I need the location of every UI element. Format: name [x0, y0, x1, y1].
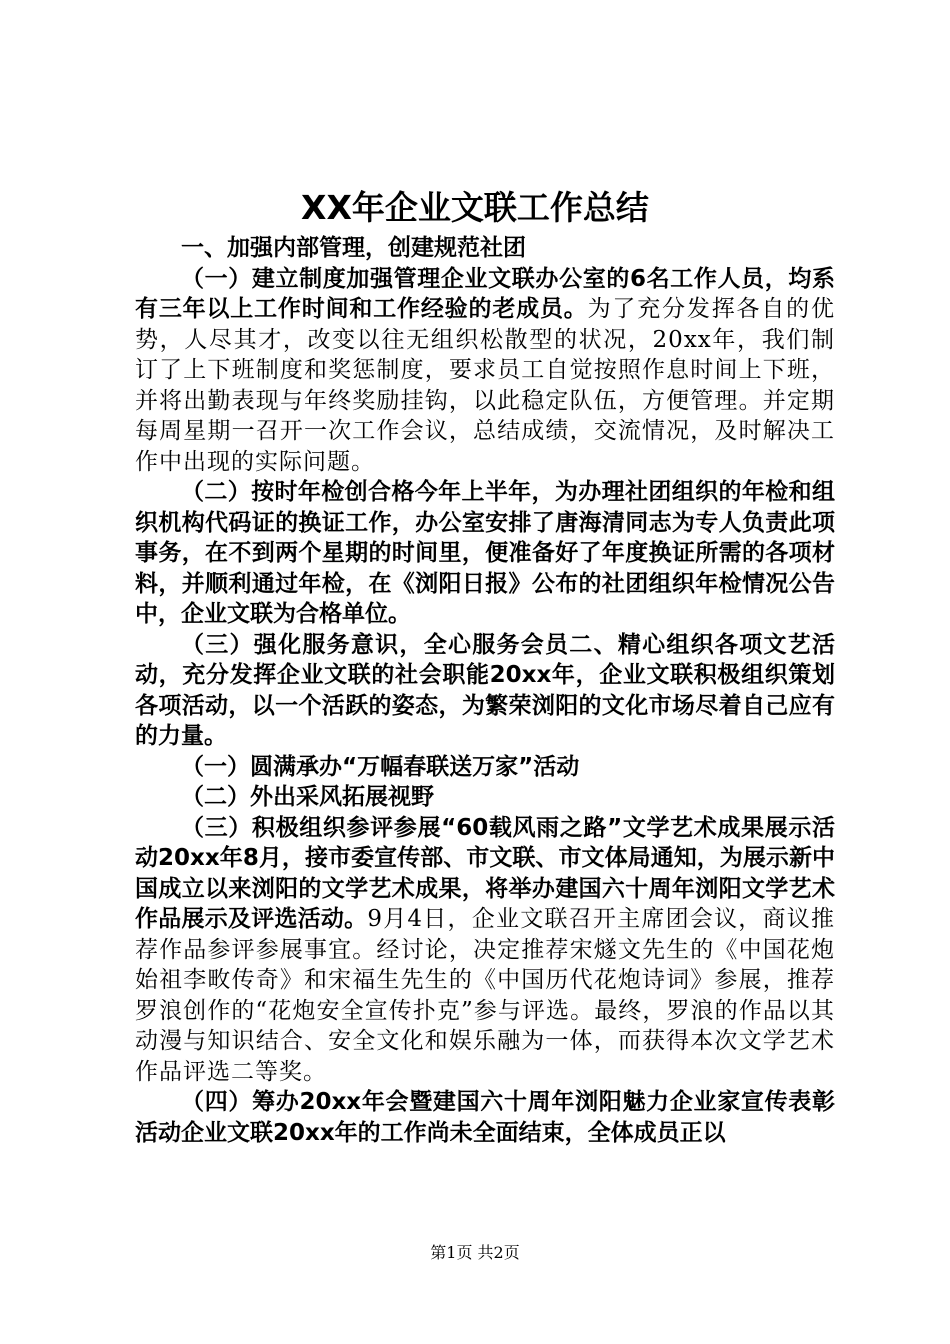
- paragraph-4: [135, 630, 835, 752]
- document-title: XX年企业文联工作总结: [301, 188, 649, 227]
- page-footer: 第1页 共2页: [430, 1243, 520, 1262]
- paragraph-7-heading: （三）积极组织参评参展“60载风雨之路”文学艺术成果展示活动20xx年8月，接市委宣传部、市文联、市文体局通知，为展示新中国成立以来浏阳的文学艺术成果，将举办建国六十周年浏阳文学艺术作品展示及评选活动。: [135, 814, 835, 932]
- paragraph-5-heading: （一）圆满承办“万幅春联送万家”活动: [181, 753, 580, 780]
- document-body: [135, 233, 835, 1148]
- paragraph-2: [135, 264, 835, 478]
- paragraph-4-heading: （三）强化服务意识，全心服务会员二、精心组织各项文艺活动，充分发挥企业文联的社会职能20xx年，企业文联积极组织策划各项活动，以一个活跃的姿态，为繁荣浏阳的文化市场尽着自己应有的力量。: [135, 631, 835, 749]
- paragraph-6-heading: （二）外出采风拓展视野: [181, 784, 434, 810]
- paragraph-1-heading: 一、加强内部管理，创建规范社团: [181, 235, 526, 261]
- paragraph-7-text: 9月4日，企业文联召开主席团会议，商议推荐作品参评参展事宜。经讨论，决定推荐宋燧文先生的《中国花炮始祖李畋传奇》和宋福生先生的《中国历代花炮诗词》参展，推荐罗浪创作的“花炮安全宣传扑克”参与评选。最终，罗浪的作品以其动漫与知识结合、安全文化和娱乐融为一体，而获得本次文学艺术作品评选二等奖。: [135, 906, 835, 1085]
- paragraph-8: [135, 1087, 835, 1148]
- paragraph-7: [135, 813, 835, 1088]
- paragraph-2-heading: （一）建立制度加强管理企业文联办公室的6名工作人员，均系有三年以上工作时间和工作经验的老成员。: [135, 265, 835, 322]
- paragraph-8-heading: （四）筹办20xx年会暨建国六十周年浏阳魅力企业家宣传表彰活动企业文联20xx年的工作尚未全面结束，全体成员正以: [135, 1089, 835, 1146]
- paragraph-5: [135, 752, 835, 783]
- paragraph-3: [135, 477, 835, 630]
- paragraph-6: [135, 782, 835, 813]
- paragraph-2-text: 为了充分发挥各自的优势，人尽其才，改变以往无组织松散型的状况，20xx年，我们制订了上下班制度和奖惩制度，要求员工自觉按照作息时间上下班，并将出勤表现与年终奖励挂钩，以此稳定队伍，方便管理。并定期每周星期一召开一次工作会议，总结成绩，交流情况，及时解决工作中出现的实际问题。: [135, 296, 836, 475]
- paragraph-3-heading: （二）按时年检创合格今年上半年，为办理社团组织的年检和组织机构代码证的换证工作，办公室安排了唐海清同志为专人负责此项事务，在不到两个星期的时间里，便准备好了年度换证所需的各项材料，并顺利通过年检，在《浏阳日报》公布的社团组织年检情况公告中，企业文联为合格单位。: [135, 479, 835, 627]
- paragraph-1: [135, 233, 835, 264]
